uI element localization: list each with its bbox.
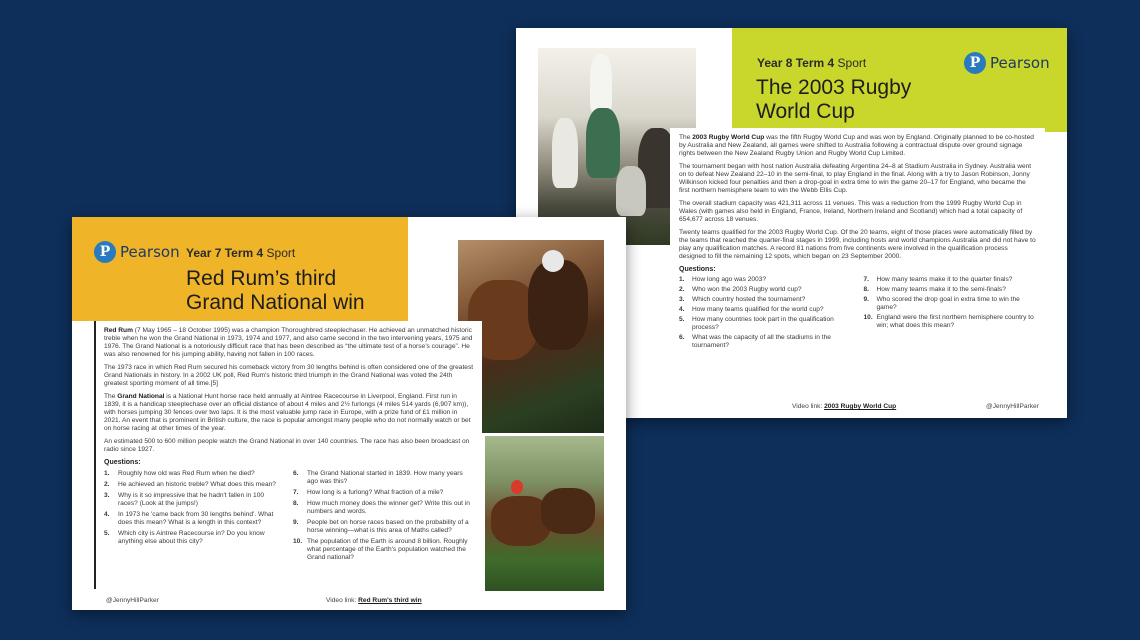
question-number: 1. (104, 470, 110, 477)
pearson-logo-icon: P (94, 241, 116, 263)
question-item (679, 316, 852, 332)
questions-heading: Questions: (104, 459, 141, 466)
question-item (679, 276, 852, 284)
paragraph: An estimated 500 to 600 million people watch the Grand National in over 140 countries. The race has also been broadcast on radio since 1927. (104, 438, 470, 453)
question-number: 3. (679, 296, 685, 303)
question-number: 7. (293, 489, 299, 496)
question-text: The population of the Earth is around 8 billion. Roughly what percentage of the Earth's population watched the Grand national? (307, 538, 468, 561)
question-number: 8. (863, 286, 869, 293)
question-item (104, 492, 285, 508)
question-text: Who won the 2003 Rugby world cup? (692, 286, 802, 293)
author-handle: @JennyHillParker (106, 597, 159, 604)
question-number: 1. (679, 276, 685, 283)
question-item (293, 500, 474, 516)
question-text: People bet on horse races based on the probability of a horse winning—what is this area of Maths called? (307, 519, 469, 534)
question-number: 2. (104, 481, 110, 488)
question-number: 4. (679, 306, 685, 313)
worksheet-title: The 2003 Rugby World Cup (756, 76, 912, 123)
question-item (104, 511, 285, 527)
question-text: Why is it so impressive that he hadn't fallen in 100 races? (Look at the jumps!) (118, 492, 265, 507)
question-text: Roughly how old was Red Rum when he died? (118, 470, 255, 477)
question-number: 10. (293, 538, 303, 545)
paragraph: The 1973 race in which Red Rum secured his comeback victory from 30 lengths behind is often considered one of the greatest Grand Nationals in history. In a 2002 UK poll, Red Rum's historic third triumph in the Grand National was voted the 24th greatest sporting moment of all time.[5] (104, 364, 474, 387)
worksheet-title: Red Rum’s third Grand National win (186, 267, 365, 314)
questions-column-left (679, 276, 852, 352)
paragraph: The Grand National is a National Hunt horse race held annually at Aintree Racecourse in Liverpool, England. First run in 1839, it is a handicap steeplechase over an official distance of about 4 miles and 2½ furlongs (4 miles 514 yards (6,907 km)), with horses jumping 30 fences over two laps. It is the most valuable jump race in Europe, with a prize fund of £1 million in 2021. An event that is prominent in British culture, the race is popular amongst many people who do not normally watch or bet on horse racing at other times of the year. (104, 393, 471, 432)
horse-racing-worksheet (72, 217, 626, 610)
pearson-logo: P Pearson (964, 52, 1050, 74)
question-item (293, 470, 474, 486)
question-text: The Grand National started in 1839. How many years ago was this? (307, 470, 463, 485)
question-text: How many countries took part in the qualification process? (692, 316, 834, 331)
question-text: He achieved an historic treble? What does this mean? (118, 481, 276, 488)
article-body (670, 128, 1045, 418)
question-text: How long ago was 2003? (692, 276, 767, 283)
pearson-logo-icon: P (964, 52, 986, 74)
article-body (94, 321, 482, 589)
year-term-label: Year 7 Term 4 Sport (186, 246, 296, 260)
question-number: 2. (679, 286, 685, 293)
author-handle: @JennyHillParker (986, 403, 1039, 410)
question-number: 8. (293, 500, 299, 507)
question-number: 6. (293, 470, 299, 477)
title-band (732, 28, 1067, 132)
question-number: 6. (679, 334, 685, 341)
question-number: 9. (863, 296, 869, 303)
question-item (104, 470, 285, 478)
question-item (104, 530, 285, 546)
questions-column-left (104, 470, 285, 565)
paragraph: The tournament began with host nation Australia defeating Argentina 24–8 at Stadium Australia in Sydney. Australia went on to defeat New Zealand 22–10 in the semi-final, to play England in the final. Along with a try to Jason Robinson, Jonny Wilkinson kicked four penalties and then a drop-goal in extra time to win the game 20–17 for England, who became the first northern hemisphere team to win the Webb Ellis Cup. (679, 163, 1032, 194)
title-band (72, 217, 408, 321)
question-number: 5. (104, 530, 110, 537)
question-text: How many teams qualified for the world cup? (692, 306, 824, 313)
question-item (679, 306, 852, 314)
pearson-logo: P Pearson (94, 241, 180, 263)
question-number: 9. (293, 519, 299, 526)
question-text: Which country hosted the tournament? (692, 296, 806, 303)
question-number: 10. (863, 314, 873, 321)
video-link[interactable]: Video link: Red Rum's third win (326, 597, 422, 604)
questions-column-right (864, 276, 1037, 352)
question-item (293, 538, 474, 562)
question-item (864, 286, 1037, 294)
question-item (679, 286, 852, 294)
question-text: Who scored the drop goal in extra time to win the game? (876, 296, 1020, 311)
question-text: How many teams make it to the quarter finals? (876, 276, 1013, 283)
questions-column-right (293, 470, 474, 565)
question-item (679, 296, 852, 304)
question-number: 3. (104, 492, 110, 499)
year-term-label: Year 8 Term 4 Sport (757, 56, 867, 70)
question-item (104, 481, 285, 489)
question-number: 5. (679, 316, 685, 323)
questions-heading: Questions: (679, 266, 716, 273)
question-item (293, 519, 474, 535)
question-item (864, 296, 1037, 312)
question-number: 7. (863, 276, 869, 283)
question-text: How long is a furlong? What fraction of a mile? (307, 489, 444, 496)
question-item (293, 489, 474, 497)
question-item (679, 334, 852, 350)
horse-racing-photo-bottom (485, 436, 604, 591)
question-text: Which city is Aintree Racecourse in? Do you know anything else about this city? (118, 530, 265, 545)
question-text: England were the first northern hemisphere country to win; what does this mean? (876, 314, 1034, 329)
paragraph: Twenty teams qualified for the 2003 Rugby World Cup. Of the 20 teams, eight of those places were automatically filled by the teams that reached the quarter-final stages in 1999, including hosts and world champions Australia and did not have to play any qualification matches. A record 81 nations from five continents were involved in the qualification process designed to fill the remaining 12 spots, which began on 23 September 2000. (679, 229, 1036, 260)
question-text: How many teams make it to the semi-finals? (876, 286, 1006, 293)
question-text: In 1973 he 'came back from 30 lengths behind'. What does this mean? What is a length in this context? (118, 511, 274, 526)
question-text: What was the capacity of all the stadiums in the tournament? (692, 334, 831, 349)
video-link[interactable]: Video link: 2003 Rugby World Cup (792, 403, 897, 410)
question-text: How much money does the winner get? Write this out in numbers and words. (307, 500, 470, 515)
paragraph: Red Rum (7 May 1965 – 18 October 1995) was a champion Thoroughbred steeplechaser. He achieved an unmatched historic treble when he won the Grand National in 1973, 1974 and 1977, and also came second in the two intervening years, 1975 and 1976. The Grand National is a notoriously difficult race that has been described as “the ultimate test of a horse’s courage”. He was also renowned for his jumping ability, having not fallen in 100 races. (104, 327, 473, 358)
question-item (864, 276, 1037, 284)
paragraph: The overall stadium capacity was 421,311 across 11 venues. This was a reduction from the 1999 Rugby World Cup in Wales (with games also held in England, France, Ireland, Northern Ireland and Scotland) which had a total capacity of 654,677 across 18 venues. (679, 200, 1023, 223)
question-item (864, 314, 1037, 330)
question-number: 4. (104, 511, 110, 518)
paragraph: The 2003 Rugby World Cup was the fifth Rugby World Cup and was won by England. Originally planned to be co-hosted by Australia and New Zealand, all games were shifted to Australia following a contractual dispute over ground signage rights between the New Zealand Rugby Union and Rugby World Cup Limited. (679, 134, 1034, 157)
